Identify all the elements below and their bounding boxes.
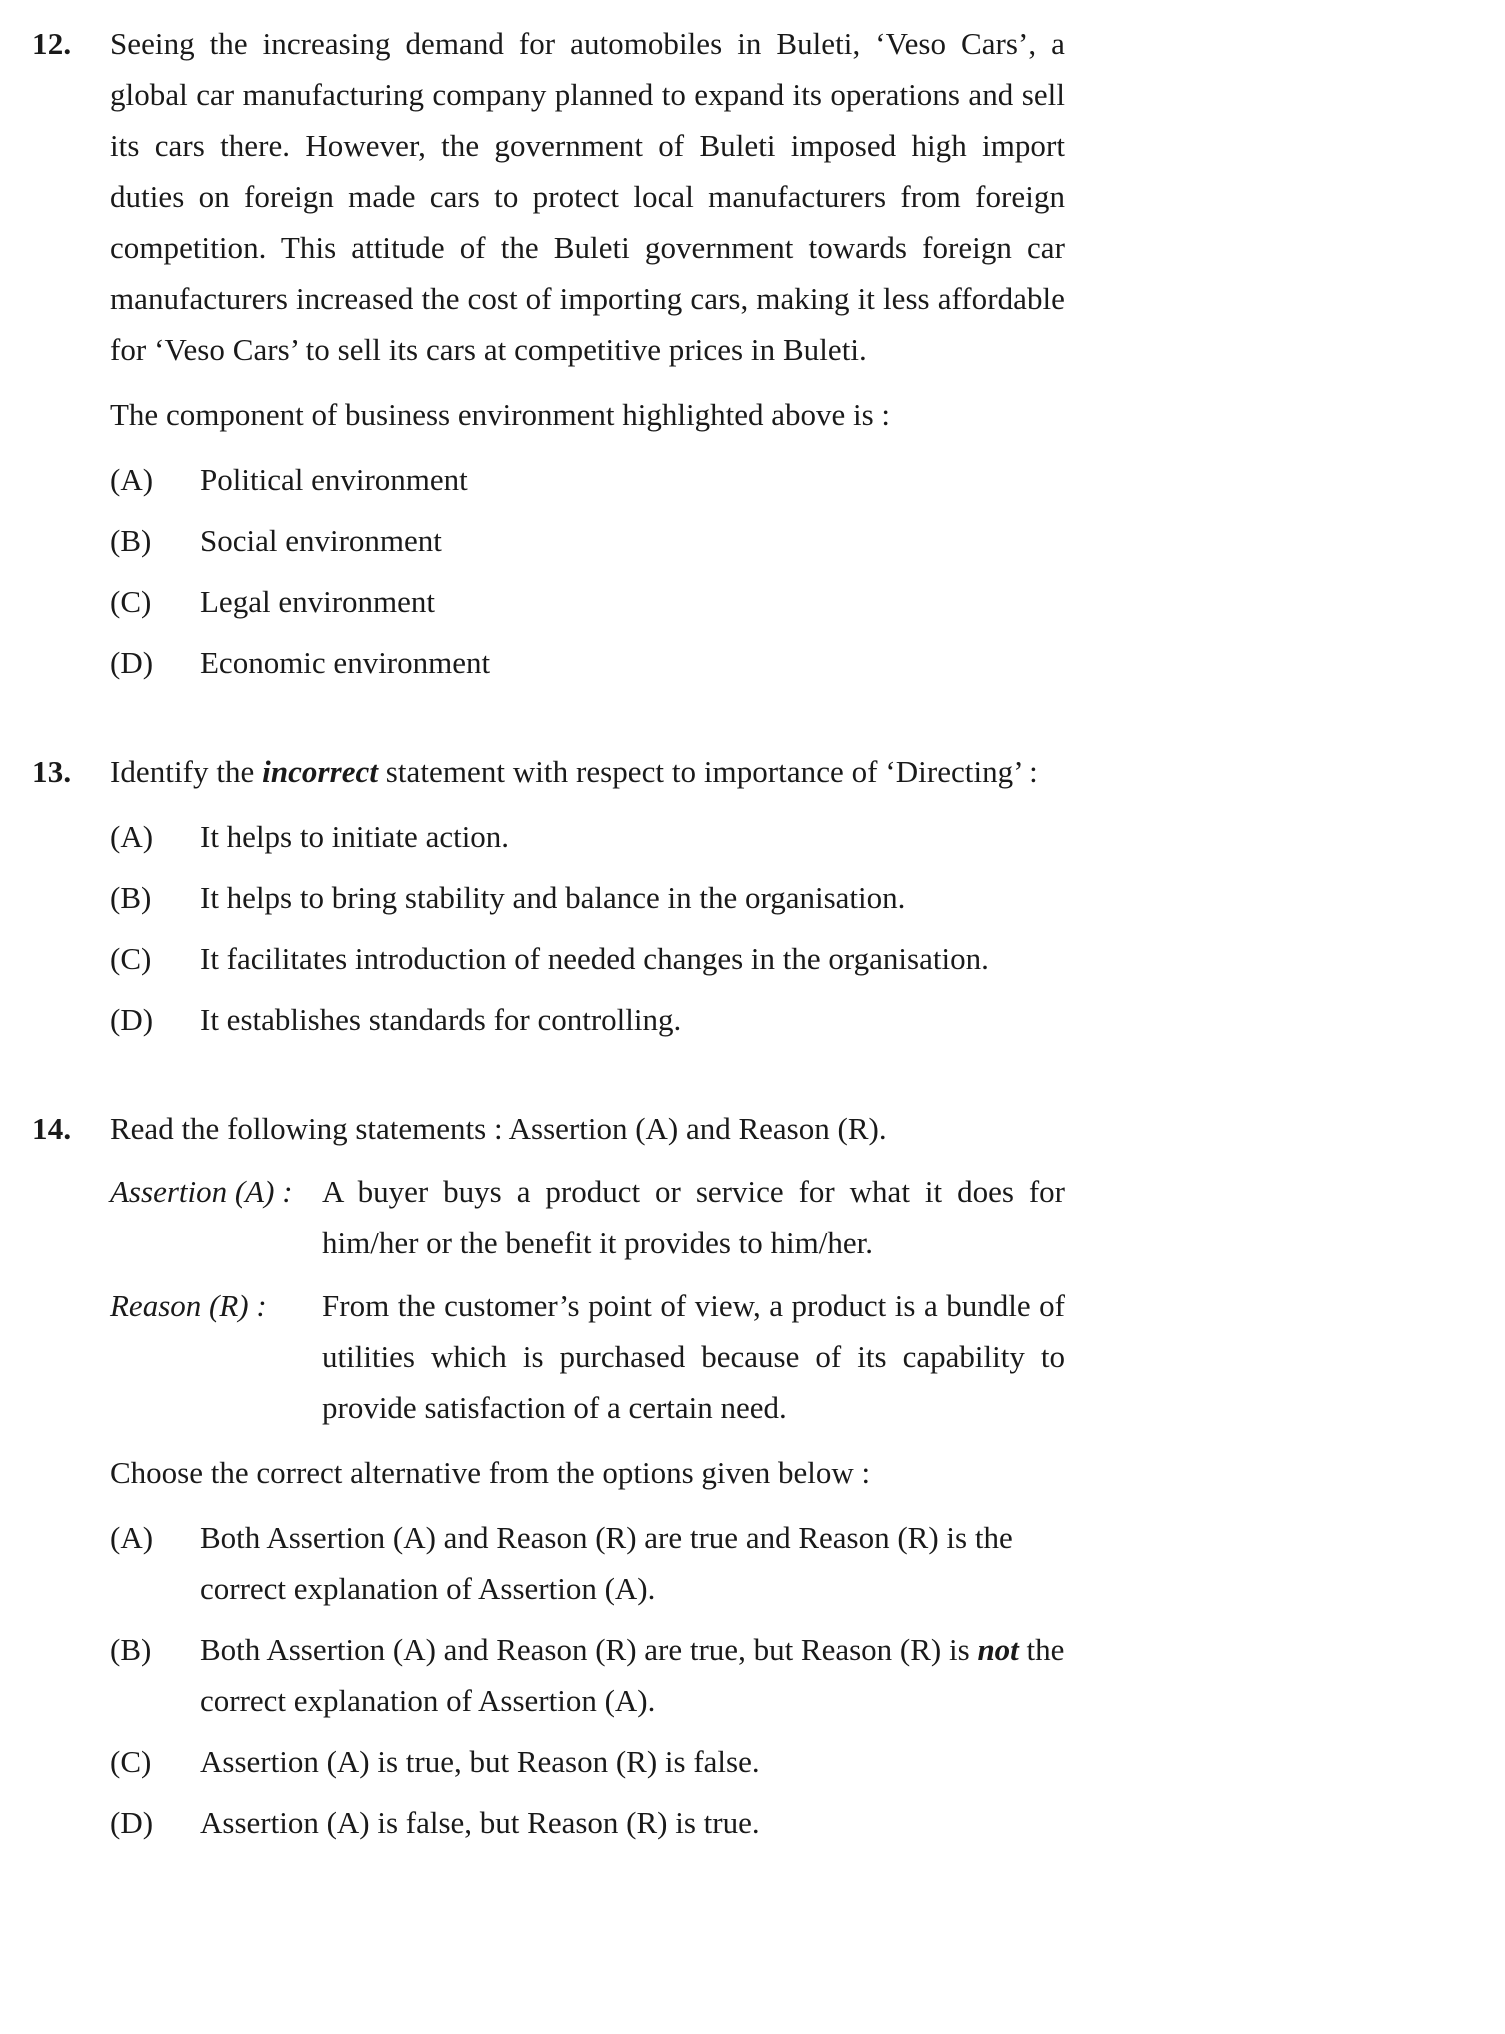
option-text: Assertion (A) is true, but Reason (R) is false. bbox=[200, 1744, 760, 1779]
question-spacer bbox=[0, 688, 1505, 746]
option-text-after: the correct explanation of Assertion (A). bbox=[200, 1632, 1065, 1718]
option-label: (B) bbox=[110, 1632, 152, 1667]
assertion-row bbox=[110, 1166, 1065, 1268]
option-label: (A) bbox=[110, 1520, 154, 1555]
question-13 bbox=[0, 746, 1505, 1045]
option-a[interactable] bbox=[110, 1512, 1065, 1614]
question-body bbox=[110, 746, 1065, 1045]
question-14 bbox=[0, 1103, 1505, 1848]
stem-emphasis: incorrect bbox=[262, 754, 378, 789]
option-d[interactable] bbox=[110, 994, 1065, 1045]
question-body bbox=[110, 1103, 1065, 1848]
question-body bbox=[110, 18, 1065, 688]
option-list bbox=[110, 1512, 1065, 1848]
option-text: Social environment bbox=[200, 523, 442, 558]
assertion-text: A buyer buys a product or service for what it does for him/her or the benefit it provides to him/her. bbox=[322, 1174, 1065, 1260]
option-label: (A) bbox=[110, 462, 154, 497]
reason-label: Reason (R) : bbox=[110, 1288, 267, 1323]
option-c[interactable] bbox=[110, 1736, 1065, 1787]
question-number: 13. bbox=[32, 754, 72, 789]
option-text-before: Both Assertion (A) and Reason (R) are true, but Reason (R) is bbox=[200, 1632, 978, 1667]
stem-text-before: Identify the bbox=[110, 754, 263, 789]
choose-prompt: Choose the correct alternative from the options given below : bbox=[110, 1455, 871, 1490]
question-stem bbox=[110, 746, 1065, 797]
option-text: Legal environment bbox=[200, 584, 435, 619]
option-label: (D) bbox=[110, 645, 154, 680]
option-label: (B) bbox=[110, 523, 152, 558]
option-label: (A) bbox=[110, 819, 154, 854]
option-emphasis: not bbox=[977, 1632, 1019, 1667]
option-label: (C) bbox=[110, 584, 152, 619]
option-text: Assertion (A) is false, but Reason (R) is true. bbox=[200, 1805, 760, 1840]
option-text: It establishes standards for controlling. bbox=[200, 1002, 682, 1037]
option-label: (D) bbox=[110, 1805, 154, 1840]
question-stem: Read the following statements : Assertion (A) and Reason (R). bbox=[110, 1111, 887, 1146]
stem-text-after: statement with respect to importance of ‘Directing’ : bbox=[377, 754, 1038, 789]
option-text: It helps to bring stability and balance in the organisation. bbox=[200, 880, 906, 915]
option-c[interactable] bbox=[110, 576, 1065, 627]
question-stem: Seeing the increasing demand for automobiles in Buleti, ‘Veso Cars’, a global car manufacturing company planned to expand its operations and sell its cars there. However, the government of Buleti imposed high import duties on foreign made cars to protect local manufacturers from foreign competition. This attitude of the Buleti government towards foreign car manufacturers increased the cost of importing cars, making it less affordable for ‘Veso Cars’ to sell its cars at competitive prices in Buleti. bbox=[110, 26, 1065, 367]
option-b[interactable] bbox=[110, 1624, 1065, 1726]
option-d[interactable] bbox=[110, 1797, 1065, 1848]
question-sub-prompt: The component of business environment highlighted above is : bbox=[110, 397, 891, 432]
option-d[interactable] bbox=[110, 637, 1065, 688]
option-text bbox=[200, 1624, 1065, 1726]
option-label: (B) bbox=[110, 880, 152, 915]
question-number: 12. bbox=[32, 26, 72, 61]
option-text: It facilitates introduction of needed changes in the organisation. bbox=[200, 941, 989, 976]
assertion-label: Assertion (A) : bbox=[110, 1174, 293, 1209]
option-a[interactable] bbox=[110, 454, 1065, 505]
option-list bbox=[110, 811, 1065, 1045]
option-label: (D) bbox=[110, 1002, 154, 1037]
question-number: 14. bbox=[32, 1111, 72, 1146]
option-a[interactable] bbox=[110, 811, 1065, 862]
option-text: Political environment bbox=[200, 462, 468, 497]
option-text: Both Assertion (A) and Reason (R) are true and Reason (R) is the correct explanation of Assertion (A). bbox=[200, 1520, 1013, 1606]
reason-row bbox=[110, 1280, 1065, 1433]
option-list bbox=[110, 454, 1065, 688]
reason-text: From the customer’s point of view, a product is a bundle of utilities which is purchased because of its capability to provide satisfaction of a certain need. bbox=[322, 1288, 1065, 1425]
question-spacer bbox=[0, 1045, 1505, 1103]
option-label: (C) bbox=[110, 1744, 152, 1779]
question-12 bbox=[0, 18, 1505, 688]
option-c[interactable] bbox=[110, 933, 1065, 984]
option-text: Economic environment bbox=[200, 645, 491, 680]
option-b[interactable] bbox=[110, 872, 1065, 923]
option-text: It helps to initiate action. bbox=[200, 819, 510, 854]
option-b[interactable] bbox=[110, 515, 1065, 566]
option-label: (C) bbox=[110, 941, 152, 976]
